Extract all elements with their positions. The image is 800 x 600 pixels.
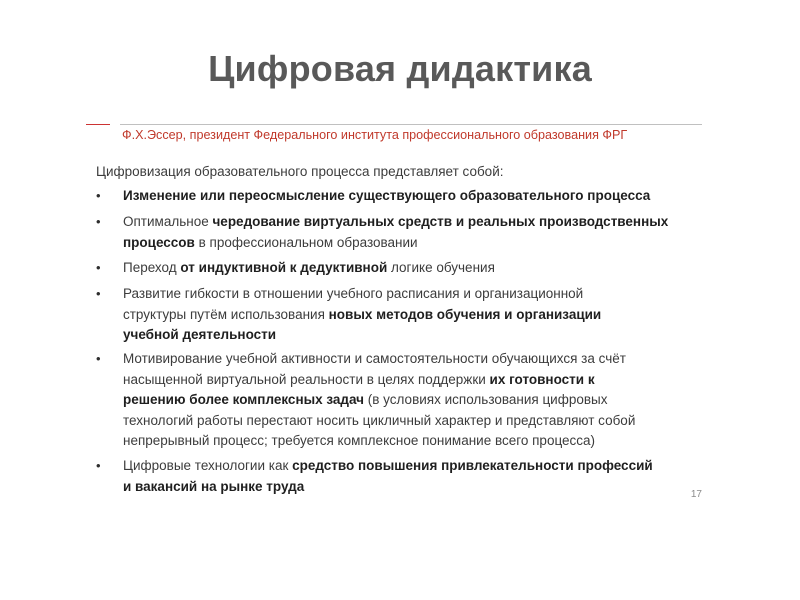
bullet-item-text [123, 349, 713, 452]
bullet-item-text [123, 456, 713, 497]
header-rule [120, 124, 702, 125]
bullet-line [123, 186, 713, 207]
bullet-line [123, 305, 713, 326]
bullet-line [123, 349, 713, 370]
bullet-line [123, 212, 713, 233]
bullet-line [123, 325, 713, 346]
bullet-item-text [123, 284, 713, 346]
bold-text: Изменение или переосмысление существующего образовательного процесса [123, 188, 651, 203]
slide-title: Цифровая дидактика [208, 48, 592, 89]
bullet-icon: • [96, 458, 101, 473]
bullet-line [123, 370, 713, 391]
text-run: технологий работы перестают носить цикличный характер и представляют собой [123, 412, 636, 428]
bold-text: и вакансий на рынке труда [123, 478, 305, 494]
bold-text: чередование виртуальных средств и реальных производственных [212, 214, 669, 229]
bullet-item-1 [96, 186, 696, 207]
bullet-icon: • [96, 188, 101, 203]
author-line: Ф.Х.Эссер, президент Федерального института профессионального образования ФРГ [122, 128, 628, 142]
bullet-icon: • [96, 351, 101, 366]
text-run: насыщенной виртуальной реальности в целях поддержки [123, 371, 490, 387]
slide-content [82, 114, 706, 506]
bold-text: новых методов обучения и организации [328, 306, 602, 322]
bullet-item-text [123, 186, 713, 207]
bold-text: решению более комплексных задач [123, 392, 365, 407]
bullet-line [123, 258, 713, 279]
bullet-item-5 [96, 349, 696, 452]
bullet-item-3 [96, 258, 696, 279]
bold-text: процессов [123, 234, 195, 250]
bullet-line [123, 284, 713, 305]
text-run: Цифровые технологии как [123, 458, 293, 473]
text-run: логике обучения [387, 260, 495, 275]
text-run: Оптимальное [123, 214, 213, 229]
bullet-item-text [123, 212, 713, 253]
bullet-item-text [123, 258, 713, 279]
bullet-line [123, 390, 713, 411]
bold-text: их готовности к [489, 371, 595, 387]
bullet-icon: • [96, 260, 101, 275]
bullet-line [123, 477, 713, 498]
bold-text: учебной деятельности [123, 327, 277, 342]
bullet-item-4 [96, 284, 696, 346]
text-run: Мотивирование учебной активности и самостоятельности обучающихся за счёт [123, 351, 626, 366]
text-run: Переход [123, 260, 181, 275]
bullet-line [123, 411, 713, 432]
page-number: 17 [690, 489, 702, 500]
bullet-icon: • [96, 286, 101, 301]
bold-text: средство повышения привлекательности профессий [292, 458, 653, 473]
text-run: структуры путём использования [123, 306, 329, 322]
bullet-line [123, 431, 713, 452]
text-run: непрерывный процесс; требуется комплексное понимание всего процесса) [123, 433, 596, 448]
text-run: Развитие гибкости в отношении учебного расписания и организационной [123, 286, 584, 301]
header-rule-accent [86, 124, 110, 125]
text-run: в профессиональном образовании [194, 234, 418, 250]
bullet-line [123, 233, 713, 254]
text-run: (в условиях использования цифровых [364, 392, 608, 407]
bold-text: от индуктивной к дедуктивной [180, 260, 388, 275]
intro-text: Цифровизация образовательного процесса представляет собой: [96, 164, 504, 179]
bullet-item-2 [96, 212, 696, 253]
bullet-item-6 [96, 456, 696, 497]
bullet-icon: • [96, 214, 101, 229]
bullet-line [123, 456, 713, 477]
